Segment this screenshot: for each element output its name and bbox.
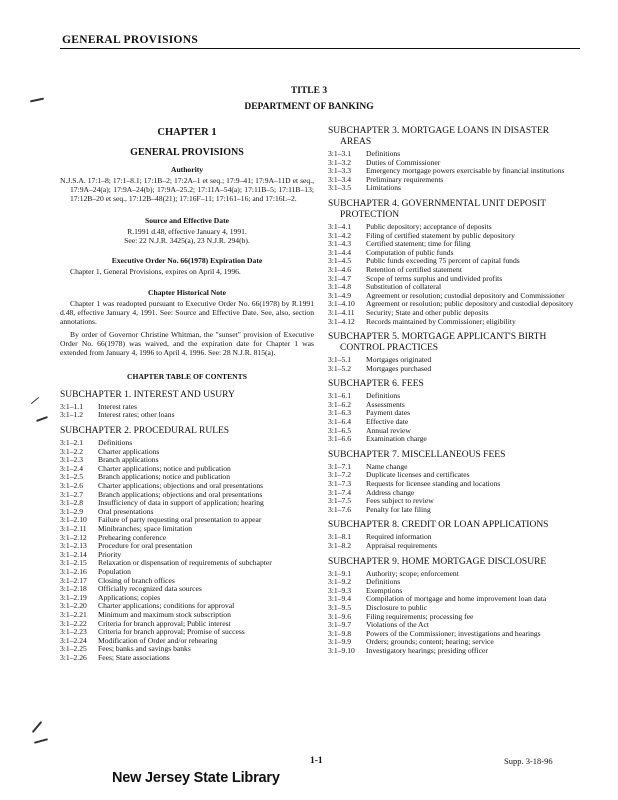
section-entry: 3:1–2.26 Fees; State associations — [60, 652, 170, 662]
section-entry: 3:1–4.2 Filing of certified statement by public depository — [328, 230, 515, 240]
section-list — [328, 533, 582, 550]
section-entry: 3:1–2.15 Relaxation or dispensation of requirements of subchapter — [60, 558, 272, 568]
section-entry: 3:1–9.8 Powers of the Commissioner; investigations and hearings — [328, 628, 541, 638]
library-stamp: New Jersey State Library — [112, 770, 280, 786]
section-entry: 3:1–2.24 Modification of Order and/or rehearing — [60, 635, 218, 645]
section-entry: 3:1–3.5 Limitations — [328, 183, 402, 193]
section-entry: 3:1–2.12 Prehearing conference — [60, 532, 167, 542]
section-entry: 3:1–7.5 Fees subject to review — [328, 496, 434, 506]
historical-note-paragraph: By order of Governor Christine Whitman, the "sunset" provision of Executive Order No. 66(1978) was waived, and the expiration date for Chapter 1 was extended from January 4, 1996 to April 4, 1996. See: 28 N.J.R. 815(a). — [60, 330, 314, 357]
section-entry: 3:1–8.2 Appraisal requirements — [328, 541, 438, 550]
section-entry: 3:1–2.25 Fees; banks and savings banks — [60, 644, 191, 654]
right-column — [328, 126, 582, 662]
section-entry: 3:1–3.3 Emergency mortgage powers exercisable by financial institutions — [328, 166, 565, 176]
section-list — [328, 463, 582, 515]
scan-mark — [34, 738, 48, 744]
section-entry: 3:1–2.1 Definitions — [60, 438, 133, 448]
section-entry: 3:1–4.12 Records maintained by Commissioner; eligibility — [328, 316, 516, 326]
section-entry: 3:1–2.11 Minibranches; space limitation — [60, 524, 193, 533]
section-entry: 3:1–2.21 Minimum and maximum stock subscription — [60, 609, 231, 619]
subchapter-heading: SUBCHAPTER 2. PROCEDURAL RULES — [60, 426, 230, 437]
section-entry: 3:1–6.1 Definitions — [328, 391, 401, 401]
header-rule — [60, 48, 580, 49]
section-entry: 3:1–2.5 Branch applications; notice and publication — [60, 472, 231, 482]
section-entry: 3:1–2.6 Charter applications; objections and oral presentations — [60, 481, 264, 491]
section-entry: 3:1–2.14 Priority — [60, 549, 122, 559]
running-head: GENERAL PROVISIONS — [62, 34, 199, 46]
section-entry: 3:1–2.8 Insufficiency of data in support of application; hearing — [60, 498, 264, 508]
historical-note-heading: Chapter Historical Note — [148, 288, 226, 298]
subchapter-heading: SUBCHAPTER 9. HOME MORTGAGE DISCLOSURE — [328, 556, 547, 567]
section-entry: 3:1–4.10 Agreement or resolution; public depository and custodial depository — [328, 299, 574, 309]
page-number: 1-1 — [310, 756, 323, 766]
table-of-contents-heading: CHAPTER TABLE OF CONTENTS — [127, 371, 247, 381]
section-entry: 3:1–6.6 Examination charge — [328, 434, 427, 444]
section-entry: 3:1–3.1 Definitions — [328, 149, 401, 158]
section-entry: 3:1–2.22 Criteria for branch approval; Public interest — [60, 618, 231, 628]
section-list — [328, 150, 582, 193]
subchapter-heading: SUBCHAPTER 3. MORTGAGE LOANS IN DISASTER AREAS — [328, 126, 550, 147]
chapter-heading: CHAPTER 1 — [157, 127, 217, 138]
section-entry: 3:1–2.23 Criteria for branch approval; Promise of success — [60, 627, 245, 637]
section-entry: 3:1–2.19 Applications; copies — [60, 592, 161, 602]
section-entry: 3:1–7.1 Name change — [328, 461, 408, 471]
section-list — [328, 570, 582, 656]
section-entry: 3:1–2.16 Population — [60, 566, 131, 576]
source-line: R.1991 d.48, effective January 4, 1991. — [127, 226, 247, 236]
section-entry: 3:1–4.1 Public depository; acceptance of deposits — [328, 221, 492, 231]
executive-order-text: Chapter 1, General Provisions, expires on April 4, 1996. — [70, 266, 241, 276]
section-list — [60, 439, 314, 662]
section-list — [60, 403, 314, 420]
section-entry: 3:1–6.4 Effective date — [328, 417, 409, 427]
section-list — [328, 356, 582, 373]
source-line: See: 22 N.J.R. 3425(a), 23 N.J.R. 294(b). — [124, 235, 250, 245]
historical-note-paragraph: Chapter 1 was readopted pursuant to Executive Order No. 66(1978) by R.1991 d.48, effective January 4, 1991. See: Source and Effective Date. See, also, section annotations. — [60, 299, 314, 327]
section-entry: 3:1–4.7 Scope of terms surplus and undivided profits — [328, 273, 503, 283]
section-entry: 3:1–9.3 Exemptions — [328, 585, 403, 595]
section-entry: 3:1–2.17 Closing of branch offices — [60, 575, 175, 585]
section-entry: 3:1–1.2 Interest rates; other loans — [60, 410, 175, 420]
section-entry: 3:1–2.7 Branch applications; objections and oral presentations — [60, 489, 263, 499]
authority-text: N.J.S.A. 17:1–8; 17:1–8.1; 17:1B–2; 17:2A–1 et seq.; 17:9–41; 17:9A–11D et seq., 17:9A–24(a); 17:9A–24(b); 17:9A–25.2; 17:11A–54(a); 17:11B–5; 17:11B–13; 17:12B–20 et seq., 17:12B–48(21); 17:16F–11; 17:161–16; and 17:16L–2. — [60, 176, 314, 203]
section-entry: 3:1–4.9 Agreement or resolution; custodial depository and Commissioner — [328, 290, 565, 300]
section-entry: 3:1–3.2 Duties of Commissioner — [328, 157, 441, 167]
section-entry: 3:1–5.2 Mortgages purchased — [328, 363, 432, 373]
section-entry: 3:1–7.3 Requests for licensee standing and locations — [328, 479, 501, 489]
section-entry: 3:1–2.3 Branch applications — [60, 455, 159, 465]
subchapter-heading: SUBCHAPTER 8. CREDIT OR LOAN APPLICATIONS — [328, 520, 549, 531]
section-entry: 3:1–9.1 Authority; scope; enforcement — [328, 568, 459, 578]
section-entry: 3:1–2.2 Charter applications — [60, 446, 160, 456]
section-entry: 3:1–9.2 Definitions — [328, 577, 401, 587]
section-entry: 3:1–2.9 Oral presentations — [60, 506, 154, 516]
subchapter-heading: SUBCHAPTER 4. GOVERNMENTAL UNIT DEPOSIT PROTECTION — [328, 198, 546, 220]
section-entry: 3:1–9.6 Filing requirements; processing fee — [328, 611, 474, 621]
section-entry: 3:1–9.4 Compilation of mortgage and home improvement loan data — [328, 594, 547, 604]
section-entry: 3:1–4.8 Substitution of collateral — [328, 282, 442, 292]
section-entry: 3:1–7.2 Duplicate licenses and certificates — [328, 470, 470, 480]
chapter-title: GENERAL PROVISIONS — [130, 147, 244, 158]
section-entry: 3:1–6.5 Annual review — [328, 425, 411, 435]
scan-mark — [36, 416, 48, 422]
section-entry: 3:1–9.9 Orders; grounds; content; hearing; service — [328, 637, 494, 647]
section-entry: 3:1–4.6 Retention of certified statement — [328, 264, 462, 274]
scan-mark — [32, 721, 43, 733]
section-list — [328, 223, 582, 326]
authority-heading: Authority — [170, 165, 204, 174]
section-entry: 3:1–2.4 Charter applications; notice and publication — [60, 463, 231, 473]
left-column — [60, 126, 314, 669]
section-entry: 3:1–4.5 Public funds exceeding 75 percent of capital funds — [328, 256, 520, 266]
source-heading: Source and Effective Date — [144, 215, 229, 225]
section-entry: 3:1–4.4 Computation of public funds — [328, 247, 454, 257]
supplement-date: Supp. 3-18-96 — [504, 756, 553, 766]
subchapter-heading: SUBCHAPTER 5. MORTGAGE APPLICANT'S BIRTH CONTROL PRACTICES — [328, 332, 547, 354]
section-entry: 3:1–8.1 Required information — [328, 532, 432, 542]
section-entry: 3:1–7.6 Penalty for late filing — [328, 504, 431, 514]
section-entry: 3:1–2.13 Procedure for oral presentation — [60, 541, 193, 551]
section-entry: 3:1–1.1 Interest rates — [60, 401, 138, 411]
section-entry: 3:1–9.10 Investigatory hearings; presiding officer — [328, 645, 488, 655]
section-list — [328, 392, 582, 444]
section-entry: 3:1–6.2 Assessments — [328, 399, 405, 409]
subchapter-heading: SUBCHAPTER 1. INTEREST AND USURY — [60, 389, 235, 400]
section-entry: 3:1–2.18 Officially recognized data sources — [60, 584, 202, 594]
subchapter-heading: SUBCHAPTER 6. FEES — [328, 379, 424, 390]
executive-order-heading: Executive Order No. 66(1978) Expiration Date — [111, 255, 263, 265]
section-entry: 3:1–4.11 Security; State and other public deposits — [328, 307, 489, 317]
section-entry: 3:1–4.3 Certified statement; time for filing — [328, 239, 471, 249]
department-heading: DEPARTMENT OF BANKING — [244, 102, 374, 112]
section-entry: 3:1–3.4 Preliminary requirements — [328, 174, 444, 184]
section-entry: 3:1–9.7 Violations of the Act — [328, 620, 430, 630]
subchapter-heading: SUBCHAPTER 7. MISCELLANEOUS FEES — [328, 449, 506, 460]
title-heading: TITLE 3 — [290, 86, 328, 96]
section-entry: 3:1–9.5 Disclosure to public — [328, 602, 428, 612]
section-entry: 3:1–2.10 Failure of party requesting oral presentation to appear — [60, 515, 262, 525]
scan-mark — [31, 397, 39, 404]
section-entry: 3:1–7.4 Address change — [328, 487, 415, 497]
section-entry: 3:1–2.20 Charter applications; conditions for approval — [60, 601, 235, 611]
section-entry: 3:1–6.3 Payment dates — [328, 408, 411, 418]
section-entry: 3:1–5.1 Mortgages originated — [328, 355, 432, 365]
